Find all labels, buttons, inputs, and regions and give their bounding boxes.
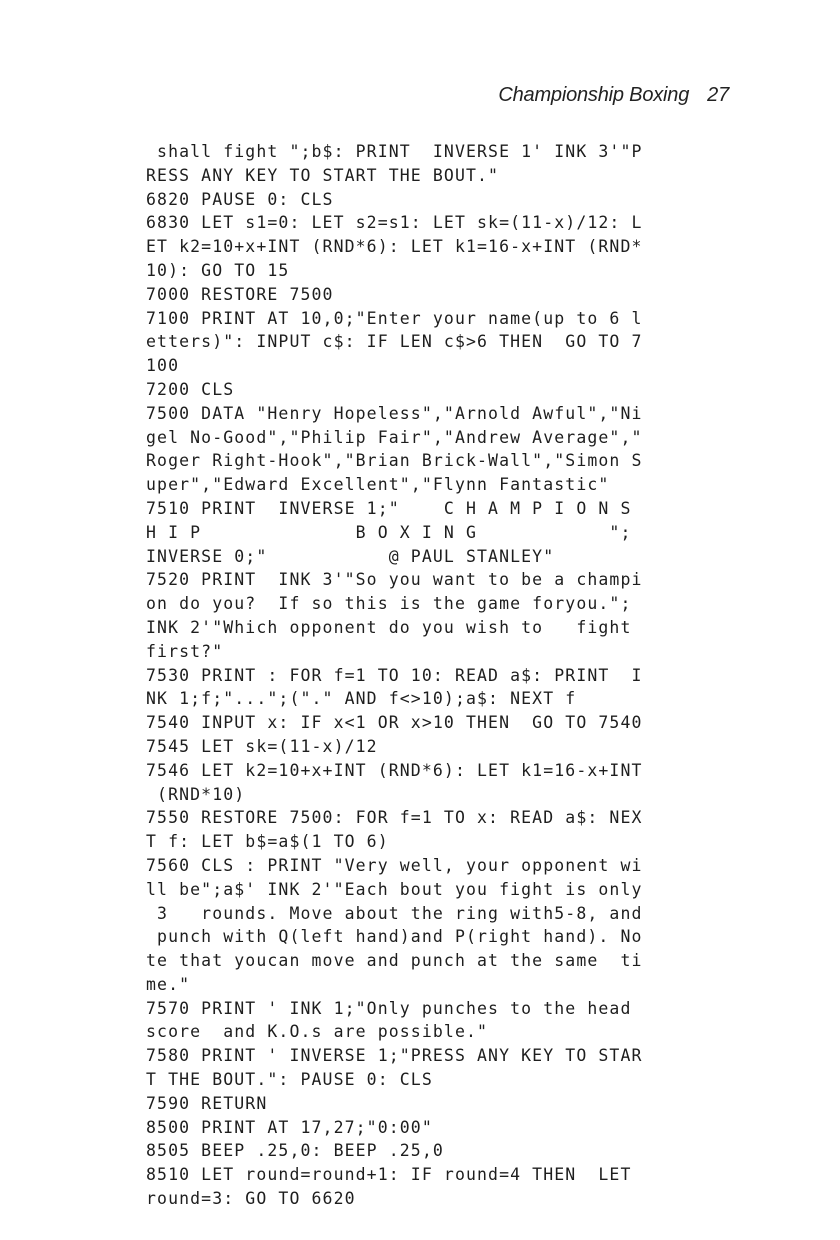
code-line: 10): GO TO 15 (146, 260, 290, 280)
code-line: 8510 LET round=round+1: IF round=4 THEN LET (146, 1165, 632, 1185)
code-line: 3 rounds. Move about the ring with5-8, and (146, 903, 643, 923)
code-line: 7530 PRINT : FOR f=1 TO 10: READ a$: PRINT I (146, 665, 643, 685)
code-line: gel No-Good","Philip Fair","Andrew Average"," (146, 427, 643, 447)
code-line: 7500 DATA "Henry Hopeless","Arnold Awful","Ni (146, 403, 643, 423)
running-header (0, 84, 729, 107)
code-line: score and K.O.s are possible." (146, 1022, 489, 1042)
code-line: me." (146, 974, 191, 994)
code-line: etters)": INPUT c$: IF LEN c$>6 THEN GO TO 7 (146, 332, 643, 352)
code-line: (RND*10) (146, 784, 246, 804)
code-line: 6830 LET s1=0: LET s2=s1: LET sk=(11-x)/12: L (146, 213, 643, 233)
code-line: te that youcan move and punch at the same ti (146, 951, 643, 971)
code-line: 7200 CLS (146, 379, 235, 399)
code-line: Roger Right-Hook","Brian Brick-Wall","Simon S (146, 451, 643, 471)
code-line: punch with Q(left hand)and P(right hand). No (146, 927, 643, 947)
code-line: first?" (146, 641, 224, 661)
code-line: 7000 RESTORE 7500 (146, 284, 334, 304)
code-line: 7510 PRINT INVERSE 1;" C H A M P I O N S (146, 498, 632, 518)
book-title: Championship Boxing (498, 84, 690, 106)
code-line: 7560 CLS : PRINT "Very well, your opponent wi (146, 855, 643, 875)
code-line: 6820 PAUSE 0: CLS (146, 189, 334, 209)
code-line: ll be";a$' INK 2'"Each bout you fight is only (146, 879, 643, 899)
code-line: T THE BOUT.": PAUSE 0: CLS (146, 1070, 433, 1090)
code-line: 7520 PRINT INK 3'"So you want to be a champi (146, 570, 643, 590)
code-line: 7546 LET k2=10+x+INT (RND*6): LET k1=16-x+INT (146, 760, 643, 780)
code-line: 7580 PRINT ' INVERSE 1;"PRESS ANY KEY TO STAR (146, 1046, 643, 1066)
code-line: 8505 BEEP .25,0: BEEP .25,0 (146, 1141, 444, 1161)
code-line: uper","Edward Excellent","Flynn Fantastic" (146, 475, 610, 495)
code-line: 7570 PRINT ' INK 1;"Only punches to the head (146, 998, 632, 1018)
code-line: 100 (146, 356, 180, 376)
code-line: INK 2'"Which opponent do you wish to fight (146, 617, 632, 637)
code-line: 7545 LET sk=(11-x)/12 (146, 736, 378, 756)
code-line: RESS ANY KEY TO START THE BOUT." (146, 165, 500, 185)
code-line: NK 1;f;"...";("." AND f<>10);a$: NEXT f (146, 689, 577, 709)
code-line: shall fight ";b$: PRINT INVERSE 1' INK 3'"P (146, 142, 643, 161)
code-line: 8500 PRINT AT 17,27;"0:00" (146, 1117, 433, 1137)
code-line: T f: LET b$=a$(1 TO 6) (146, 832, 389, 852)
code-line: INVERSE 0;" @ PAUL STANLEY" (146, 546, 555, 566)
code-line: on do you? If so this is the game foryou."; (146, 594, 632, 614)
code-line: 7540 INPUT x: IF x<1 OR x>10 THEN GO TO 7540 (146, 713, 643, 733)
code-line: 7100 PRINT AT 10,0;"Enter your name(up to 6 l (146, 308, 643, 328)
code-line: ET k2=10+x+INT (RND*6): LET k1=16-x+INT (RND* (146, 237, 643, 257)
code-line: 7550 RESTORE 7500: FOR f=1 TO x: READ a$: NEX (146, 808, 643, 828)
code-line: 7590 RETURN (146, 1093, 268, 1113)
code-line: H I P B O X I N G "; (146, 522, 632, 542)
basic-code-listing (146, 140, 746, 1211)
code-line: round=3: GO TO 6620 (146, 1189, 356, 1209)
page-number: 27 (707, 84, 729, 106)
